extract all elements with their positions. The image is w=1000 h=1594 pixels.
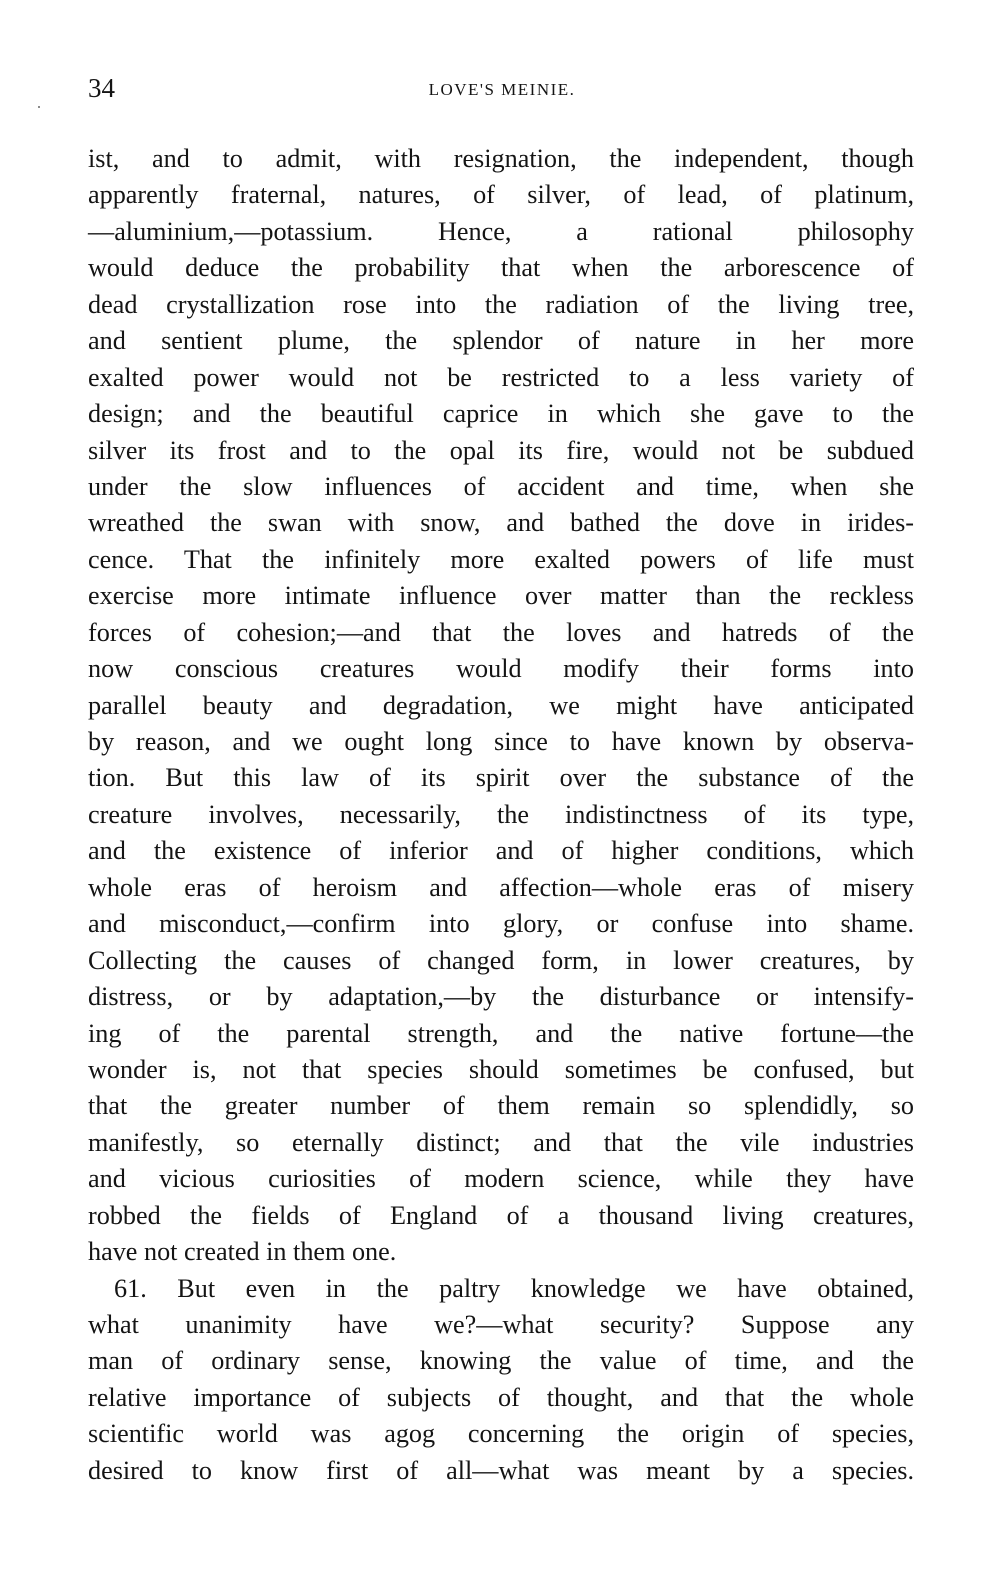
text-line: and the existence of inferior and of higher conditions, which [88,836,914,866]
text-line: and misconduct,—confirm into glory, or confuse into shame. [88,909,914,939]
text-line: robbed the fields of England of a thousand living creatures, [88,1200,914,1230]
text-line: design; and the beautiful caprice in which she gave to the [88,399,914,429]
paragraph-end-line: have not created in them one. [88,1237,397,1267]
text-line: that the greater number of them remain so splendidly, so [88,1091,914,1121]
page-number: 34 [88,73,115,103]
text-line: forces of cohesion;—and that the loves and hatreds of the [88,617,914,647]
running-title: LOVE'S MEINIE. [428,80,576,99]
text-line: ist, and to admit, with resignation, the independent, though [88,144,914,173]
text-line: whole eras of heroism and affection—whole eras of misery [88,872,914,902]
print-speck [38,106,40,108]
text-line: wonder is, not that species should sometimes be confused, but [88,1054,914,1084]
text-line: ing of the parental strength, and the native fortune—the [88,1018,914,1048]
text-line: would deduce the probability that when the arborescence of [88,253,914,283]
text-line: —aluminium,—potassium. Hence, a rational philosophy [88,216,914,246]
text-line: desired to know first of all—what was meant by a species. [88,1455,914,1485]
text-line: scientific world was agog concerning the origin of species, [88,1419,914,1449]
running-head [88,70,916,106]
text-line: what unanimity have we?—what security? Suppose any [88,1310,914,1339]
text-line: apparently fraternal, natures, of silver, of lead, of platinum, [88,180,914,210]
text-line: tion. But this law of its spirit over the substance of the [88,763,914,793]
body-text [88,141,914,1489]
text-line: exalted power would not be restricted to a less variety of [88,362,914,392]
text-line: creature involves, necessarily, the indistinctness of its type, [88,799,914,829]
text-line: and vicious curiosities of modern science, while they have [88,1164,914,1194]
text-line: distress, or by adaptation,—by the disturbance or intensify- [88,982,914,1012]
text-line: cence. That the infinitely more exalted powers of life must [88,544,914,574]
text-line: silver its frost and to the opal its fire, would not be subdued [88,435,914,465]
text-line: man of ordinary sense, knowing the value of time, and the [88,1346,914,1376]
text-line: Collecting the causes of changed form, in lower creatures, by [88,945,914,975]
text-line: parallel beauty and degradation, we might have anticipated [88,690,914,720]
section-61-first-line: 61. But even in the paltry knowledge we have obtained, [114,1273,914,1303]
text-line: under the slow influences of accident and time, when she [88,471,914,501]
text-line: exercise more intimate influence over matter than the reckless [88,581,914,611]
text-line: wreathed the swan with snow, and bathed the dove in irides- [88,508,914,538]
text-line: and sentient plume, the splendor of nature in her more [88,326,914,356]
text-line: manifestly, so eternally distinct; and that the vile industries [88,1127,914,1157]
text-line: relative importance of subjects of thought, and that the whole [88,1382,914,1412]
text-line: by reason, and we ought long since to have known by observa- [88,727,914,756]
text-line: dead crystallization rose into the radiation of the living tree, [88,289,914,319]
text-line: now conscious creatures would modify their forms into [88,654,914,684]
